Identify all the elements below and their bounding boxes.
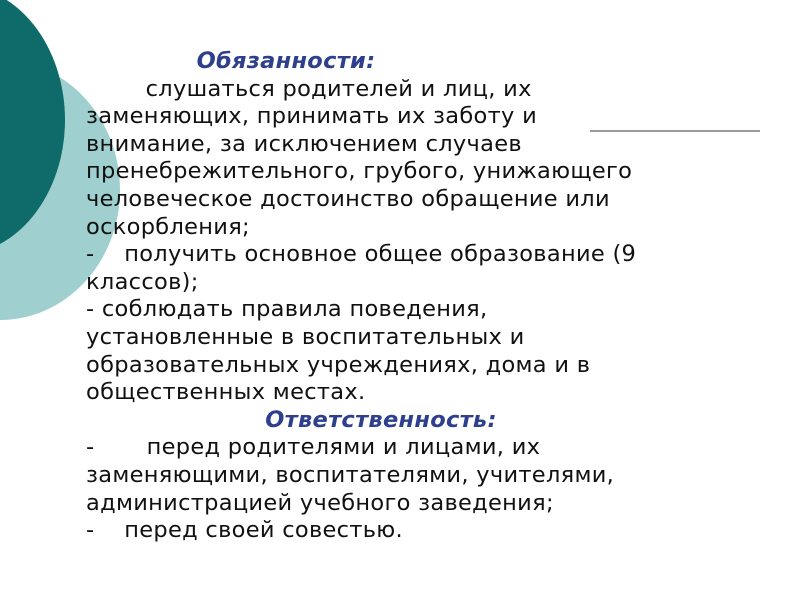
responsibility-heading: Ответственность: xyxy=(265,406,497,433)
duties-line: образовательных учреждениях, дома и в xyxy=(86,351,591,378)
duties-line: классов); xyxy=(86,268,199,295)
duties-line: слушаться родителей и лиц, их xyxy=(86,75,532,102)
responsibility-line: - перед родителями и лицами, их xyxy=(86,434,541,461)
responsibility-line: администрацией учебного заведения; xyxy=(86,489,554,516)
duties-line: - получить основное общее образование (9 xyxy=(86,241,637,268)
duties-line: оскорбления; xyxy=(86,213,250,240)
duties-line: пренебрежительного, грубого, унижающего xyxy=(86,158,633,185)
duties-line: установленные в воспитательных и xyxy=(86,323,525,350)
duties-line: - соблюдать правила поведения, xyxy=(86,296,488,323)
slide-body xyxy=(86,48,776,545)
duties-line: общественных местах. xyxy=(86,379,366,406)
responsibility-line: - перед своей совестью. xyxy=(86,517,403,544)
duties-line: заменяющих, принимать их заботу и xyxy=(86,103,538,130)
duties-line: человеческое достоинство обращение или xyxy=(86,185,610,212)
responsibility-line: заменяющими, воспитателями, учителями, xyxy=(86,461,615,488)
duties-heading: Обязанности: xyxy=(196,48,376,74)
duties-line: внимание, за исключением случаев xyxy=(86,130,522,157)
